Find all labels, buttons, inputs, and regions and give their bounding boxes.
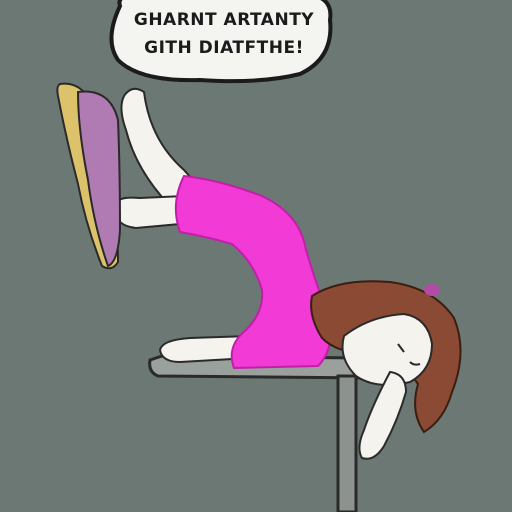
table-leg [338,376,356,512]
speech-line-2: GITH DIATFTHE! [144,38,304,58]
hair-bow [424,284,440,296]
speech-line-1: GHARNT ARTANTY [133,10,315,30]
